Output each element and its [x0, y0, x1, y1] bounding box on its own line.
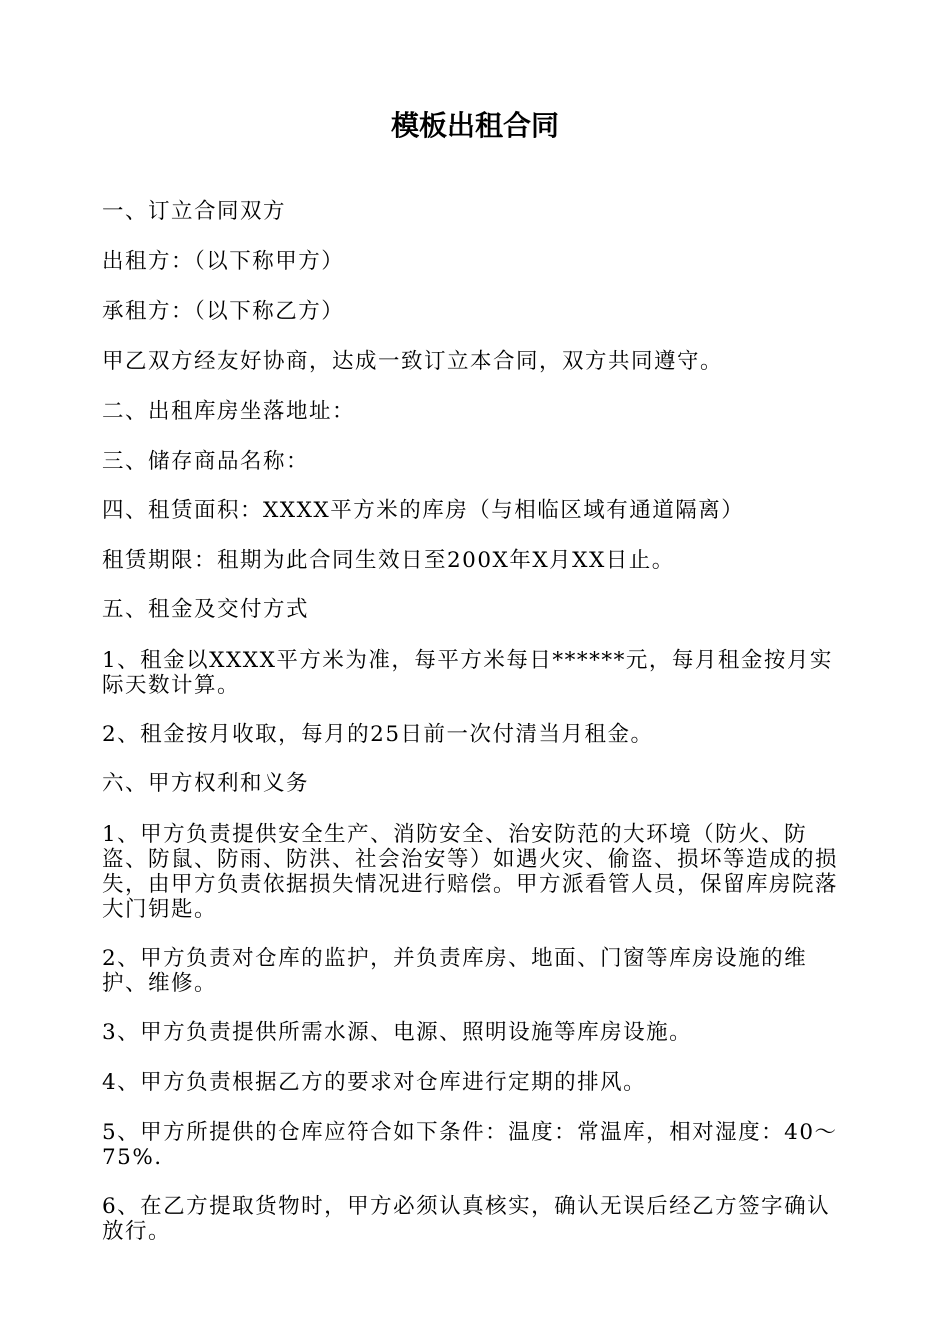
lessor-duty-3: 3、甲方负责提供所需水源、电源、照明设施等库房设施。	[102, 1020, 693, 1045]
lease-term: 租赁期限：租期为此合同生效日至200X年X月XX日止。	[102, 548, 675, 573]
lessee-line: 承租方：（以下称乙方）	[102, 299, 345, 324]
lessor-duty-1: 1、甲方负责提供安全生产、消防安全、治安防范的大环境（防火、防盗、防鼠、防雨、防洪、社会治安等）如遇火灾、偷盗、损坏等造成的损失，由甲方负责依据损失情况进行赔偿。甲方派看管人员，保留库房院落大门钥匙。	[102, 822, 839, 922]
rent-clause-2: 2、租金按月收取，每月的25日前一次付清当月租金。	[102, 722, 654, 747]
section-heading-address: 二、出租库房坐落地址：	[102, 399, 356, 424]
section-heading-goods: 三、储存商品名称：	[102, 449, 310, 474]
rent-clause-1: 1、租金以XXXX平方米为准，每平方米每日******元，每月租金按月实际天数计算。	[102, 648, 833, 698]
lessor-duty-4: 4、甲方负责根据乙方的要求对仓库进行定期的排风。	[102, 1070, 647, 1095]
agreement-statement: 甲乙双方经友好协商，达成一致订立本合同，双方共同遵守。	[102, 349, 724, 374]
section-heading-lessor-duties: 六、甲方权利和义务	[102, 771, 310, 796]
lessor-duty-5: 5、甲方所提供的仓库应符合如下条件：温度：常温库，相对湿度：40～75%.	[102, 1120, 838, 1170]
lessor-duty-6: 6、在乙方提取货物时，甲方必须认真核实，确认无误后经乙方签字确认放行。	[102, 1194, 831, 1244]
lessor-duty-2: 2、甲方负责对仓库的监护，并负责库房、地面、门窗等库房设施的维护、维修。	[102, 946, 808, 996]
section-heading-rent: 五、租金及交付方式	[102, 597, 310, 622]
section-heading-parties: 一、订立合同双方	[102, 199, 287, 224]
document-title: 模板出租合同	[390, 109, 559, 142]
lessor-line: 出租方：（以下称甲方）	[102, 249, 345, 274]
section-heading-area: 四、租赁面积：XXXX平方米的库房（与相临区域有通道隔离）	[102, 498, 745, 523]
